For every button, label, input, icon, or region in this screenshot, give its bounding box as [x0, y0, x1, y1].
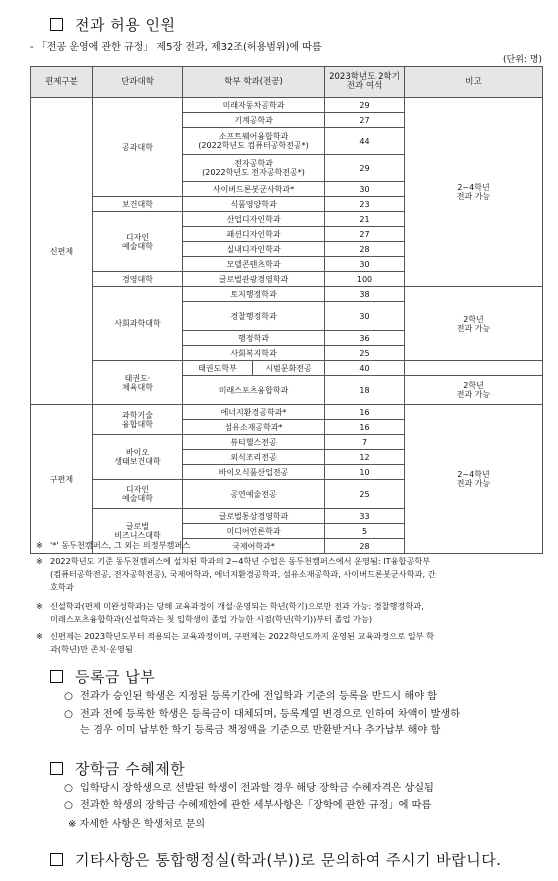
remark-cell: 2~4학년 전과 가능 — [405, 405, 543, 554]
tuition-bullet-2: ○ 전과 전에 등록한 학생은 등록금이 대체되며, 등록계열 변경으로 인하여 차액이 발생하 는 경우 이미 납부한 학기 등록금 책정액을 기준으로 반환받거나 추가납부 해야 함 — [64, 709, 461, 736]
table-header-row — [31, 67, 543, 98]
header-college: 단과대학 — [93, 67, 183, 98]
capacity-cell: 16 — [325, 405, 405, 420]
capacity-cell: 44 — [325, 128, 405, 155]
capacity-cell: 30 — [325, 257, 405, 272]
dept-cell: 태권도학부 — [183, 361, 253, 376]
dept-cell: 섬유소재공학과* — [183, 420, 325, 435]
dept-cell: 뷰티헬스전공 — [183, 435, 325, 450]
capacity-cell: 10 — [325, 465, 405, 480]
remark-cell: 2~4학년 전과 가능 — [405, 98, 543, 287]
dept-cell: 에너지환경공학과* — [183, 405, 325, 420]
checkbox-bullet-icon — [50, 670, 63, 683]
capacity-cell: 23 — [325, 197, 405, 212]
capacity-cell: 5 — [325, 524, 405, 539]
dept-cell: 소프트웨어융합학과 (2022학년도 컴퓨터공학전공*) — [183, 128, 325, 155]
major-cell: 시범문화전공 — [253, 361, 325, 376]
tuition-bullet-1: ○ 전과가 승인된 학생은 지정된 등록기간에 전입학과 기준의 등록을 반드시 해야 함 — [64, 691, 438, 702]
dept-cell: 사회복지학과 — [183, 346, 325, 361]
dept-cell: 미래자동차공학과 — [183, 98, 325, 113]
college-bio: 바이오 생태보건대학 — [93, 435, 183, 480]
dept-cell: 미래스포츠융합학과 — [183, 376, 325, 405]
checkbox-bullet-icon — [50, 853, 63, 866]
capacity-cell: 7 — [325, 435, 405, 450]
category-old: 구편제 — [31, 405, 93, 554]
capacity-cell: 18 — [325, 376, 405, 405]
dept-cell: 실내디자인학과 — [183, 242, 325, 257]
capacity-cell: 100 — [325, 272, 405, 287]
section-title-contact: 기타사항은 통합행정실(학과(부))로 문의하여 주시기 바랍니다. — [50, 849, 502, 870]
remark-cell: 2학년 전과 가능 — [405, 376, 543, 405]
capacity-cell: 12 — [325, 450, 405, 465]
checkbox-bullet-icon — [50, 762, 63, 775]
dept-cell: 모델콘텐츠학과 — [183, 257, 325, 272]
capacity-cell: 29 — [325, 155, 405, 182]
college-scitech: 과학기술 융합대학 — [93, 405, 183, 435]
header-capacity: 2023학년도 2학기 전과 여석 — [325, 67, 405, 98]
dept-cell: 식품영양학과 — [183, 197, 325, 212]
dept-cell: 기계공학과 — [183, 113, 325, 128]
college-design: 디자인 예술대학 — [93, 212, 183, 272]
capacity-cell: 30 — [325, 182, 405, 197]
dept-cell: 글로벌통상경영학과 — [183, 509, 325, 524]
dept-cell: 글로벌관광경영학과 — [183, 272, 325, 287]
header-remark: 비고 — [405, 67, 543, 98]
dept-cell: 공연예술전공 — [183, 480, 325, 509]
college-social: 사회과학대학 — [93, 287, 183, 361]
remark-cell: 2학년 전과 가능 — [405, 287, 543, 361]
capacity-cell: 36 — [325, 331, 405, 346]
section-title-text: 전과 허용 인원 — [75, 16, 176, 34]
capacity-cell: 40 — [325, 361, 405, 376]
capacity-cell: 30 — [325, 302, 405, 331]
capacity-cell: 25 — [325, 346, 405, 361]
dept-cell: 행정학과 — [183, 331, 325, 346]
table-row — [31, 287, 543, 302]
transfer-quota-table — [30, 66, 543, 554]
capacity-cell: 21 — [325, 212, 405, 227]
college-business: 경영대학 — [93, 272, 183, 287]
capacity-cell: 16 — [325, 420, 405, 435]
dept-cell: 패션디자인학과 — [183, 227, 325, 242]
remark-cell — [405, 361, 543, 376]
capacity-cell: 27 — [325, 227, 405, 242]
note-new-department: ※ 신설학과(편제 미완성학과)는 당해 교육과정이 개설·운영되는 학년(학기)으로만 전과 가능: 경찰행정학과, 미래스포츠융합학과(신설학과는 첫 입학생이 졸업 가능한 시점(학년(학기))부터 졸업 가능) — [36, 601, 424, 624]
unit-label: (단위: 명) — [503, 55, 542, 65]
college-global: 글로벌 비즈니스대학 — [93, 509, 183, 554]
college-taekwondo: 태권도· 체육대학 — [93, 361, 183, 405]
capacity-cell: 28 — [325, 539, 405, 554]
capacity-cell: 29 — [325, 98, 405, 113]
dept-cell: 바이오식품산업전공 — [183, 465, 325, 480]
college-health: 보건대학 — [93, 197, 183, 212]
section-title-scholarship: 장학금 수혜제한 — [50, 758, 185, 779]
dept-cell: 경찰행정학과 — [183, 302, 325, 331]
capacity-cell: 25 — [325, 480, 405, 509]
capacity-cell: 27 — [325, 113, 405, 128]
scholarship-note: ※ 자세한 사항은 학생처로 문의 — [68, 819, 206, 830]
note-campus: ※ '*' 동두천캠퍼스, 그 외는 의정부캠퍼스 — [36, 540, 191, 550]
capacity-cell: 28 — [325, 242, 405, 257]
category-new: 신편제 — [31, 98, 93, 405]
table-row — [31, 405, 543, 420]
table-row — [31, 98, 543, 113]
section-title-transfer-quota — [50, 14, 175, 35]
dept-cell: 산업디자인학과 — [183, 212, 325, 227]
header-dept: 학부 학과(전공) — [183, 67, 325, 98]
checkbox-bullet-icon — [50, 18, 63, 31]
dept-cell: 외식조리전공 — [183, 450, 325, 465]
section-title-tuition: 등록금 납부 — [50, 666, 155, 687]
header-category: 편제구분 — [31, 67, 93, 98]
note-curriculum: ※ 신편제는 2023학년도부터 적용되는 교육과정이며, 구편제는 2022학년도까지 운영된 교육과정으로 일부 학 과(학년)만 존치·운영됨 — [36, 631, 435, 654]
dept-cell: 국제어학과* — [183, 539, 325, 554]
note-dongducheon: ※ 2022학년도 기준 동두천캠퍼스에 설치된 학과의 2~4학년 수업은 동두천캠퍼스에서 운영됨: IT융합공학부 (컴퓨터공학전공, 전자공학전공), 국제어학과, 에너지환경공학과, 섬유소재공학과, 사이버드론봇군사학과, 간 호학과 — [36, 556, 436, 592]
dept-cell: 미디어언론학과 — [183, 524, 325, 539]
college-design-old: 디자인 예술대학 — [93, 480, 183, 509]
table-row — [31, 361, 543, 376]
scholarship-bullet-1: ○ 입학당시 장학생으로 선발된 학생이 전과할 경우 해당 장학금 수혜자격은 상실됨 — [64, 783, 434, 794]
capacity-cell: 33 — [325, 509, 405, 524]
college-engineering: 공과대학 — [93, 98, 183, 197]
dept-cell: 사이버드론봇군사학과* — [183, 182, 325, 197]
regulation-reference: - 「전공 운영에 관한 규정」 제5장 전과, 제32조(허용범위)에 따름 — [30, 42, 322, 53]
dept-cell: 토지행정학과 — [183, 287, 325, 302]
capacity-cell: 38 — [325, 287, 405, 302]
dept-cell: 전자공학과 (2022학년도 전자공학전공*) — [183, 155, 325, 182]
scholarship-bullet-2: ○ 전과한 학생의 장학금 수혜제한에 관한 세부사항은「장학에 관한 규정」에 따름 — [64, 800, 432, 811]
